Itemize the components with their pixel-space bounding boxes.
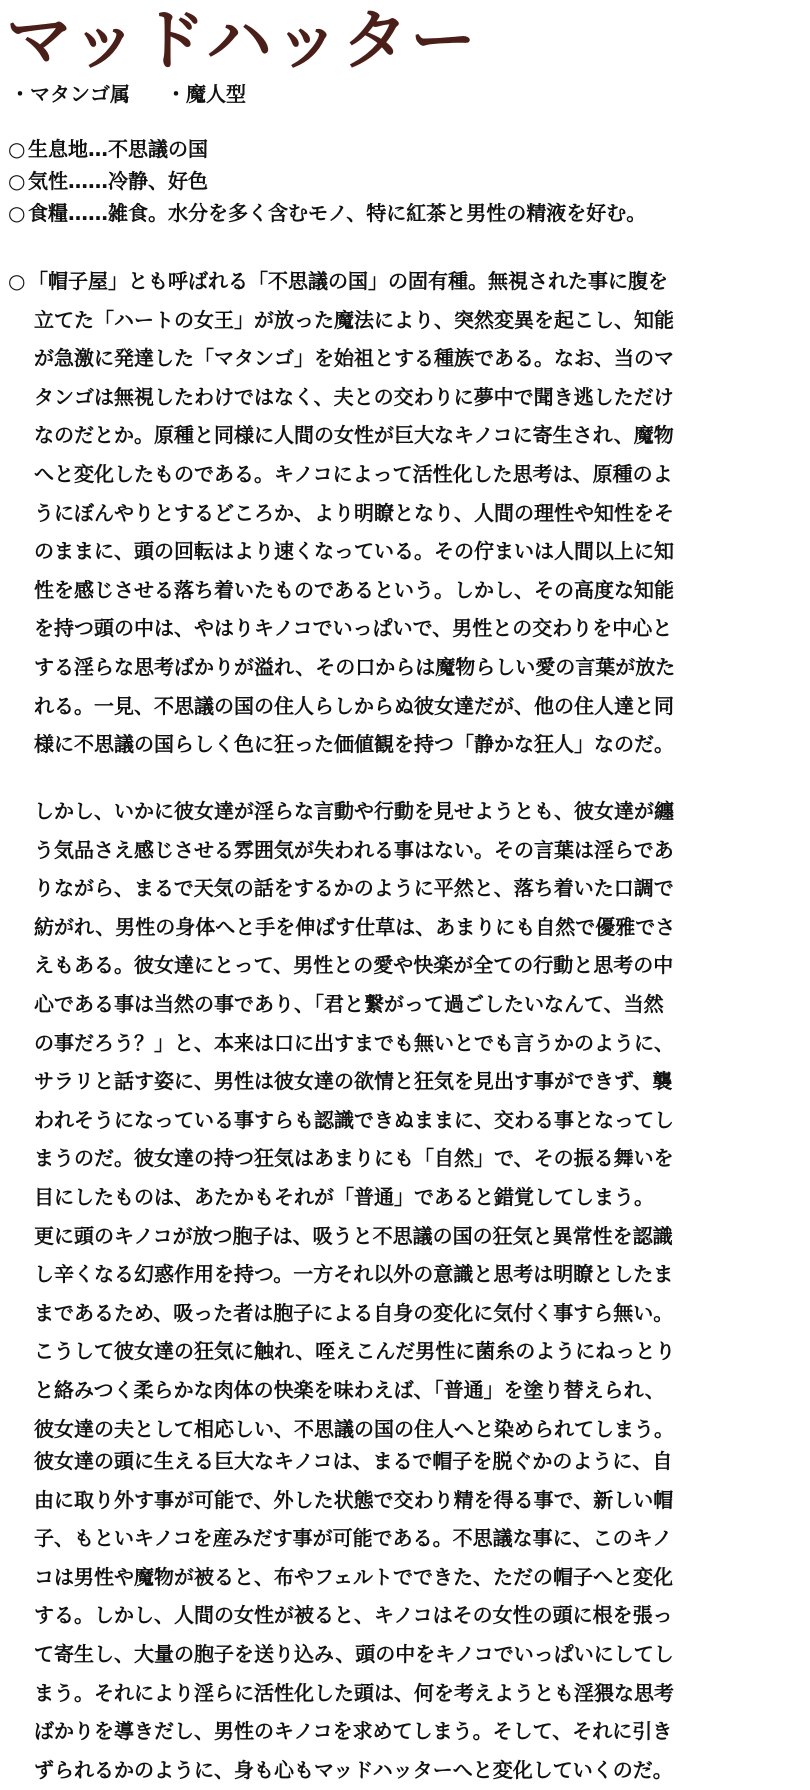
paragraph-line: まうのだ。彼女達の持つ狂気はあまりにも「自然」で、その振る舞いを <box>34 1146 674 1171</box>
fact-diet-text: 食糧……雑食。水分を多く含むモノ、特に紅茶と男性の精液を好む。 <box>28 201 647 225</box>
paragraph-line: の事だろう？」と、本来は口に出すまでも無いとでも言うかのように、 <box>34 1030 674 1055</box>
paragraph-line: 心である事は当然の事であり、「君と繋がって過ごしたいなんて、当然 <box>34 991 664 1016</box>
fact-diet <box>8 198 646 228</box>
paragraph-line: 紡がれ、男性の身体へと手を伸ばす仕草は、あまりにも自然で優雅でさ <box>34 914 676 939</box>
paragraph-line: し辛くなる幻惑作用を持つ。一方それ以外の意識と思考は明瞭としたま <box>34 1262 674 1287</box>
paragraph-line: 性を感じさせる落ち着いたものであるという。しかし、その高度な知能 <box>34 577 674 602</box>
paragraph-line: 目にしたものは、あたかもそれが「普通」であると錯覚してしまう。 <box>34 1184 654 1209</box>
paragraph-line: ○ 「帽子屋」とも呼ばれる「不思議の国」の固有種。無視された事に腹を <box>8 262 798 301</box>
paragraph-line: て寄生し、大量の胞子を送り込み、頭の中をキノコでいっぱいにしてし <box>34 1641 674 1666</box>
paragraph-line: りながら、まるで天気の話をするかのように平然と、落ち着いた口調で <box>34 876 674 901</box>
classification-tags <box>10 80 246 108</box>
paragraph-line: タンゴは無視したわけではなく、夫との交わりに夢中で聞き逃しただけ <box>34 384 674 409</box>
paragraph-line: しかし、いかに彼女達が淫らな言動や行動を見せようとも、彼女達が纏 <box>34 799 674 823</box>
paragraph-line: まであるため、吸った者は胞子による自身の変化に気付く事すら無い。 <box>34 1300 674 1325</box>
paragraph-line: まう。それにより淫らに活性化した頭は、何を考えようとも淫猥な思考 <box>34 1680 674 1705</box>
paragraph-line: 更に頭のキノコが放つ胞子は、吸うと不思議の国の狂気と異常性を認識 <box>34 1223 673 1248</box>
bullet-mark: ○ <box>8 201 26 225</box>
paragraph-line: えもある。彼女達にとって、男性との愛や快楽が全ての行動と思考の中 <box>34 953 674 978</box>
paragraph-mushroom <box>8 1442 798 1789</box>
paragraph-description <box>8 262 798 764</box>
paragraph-line: ずられるかのように、身も心もマッドハッターへと変化していくのだ。 <box>34 1757 673 1782</box>
paragraph-line: サラリと話す姿に、男性は彼女達の欲情と狂気を見出す事ができず、襲 <box>34 1069 673 1094</box>
paragraph-line: が急激に発達した「マタンゴ」を始祖とする種族である。なお、当のマ <box>34 346 674 371</box>
paragraph-line: コは男性や魔物が被ると、布やフェルトでできた、ただの帽子へと変化 <box>34 1564 673 1589</box>
paragraph-line: われそうになっている事すらも認識できぬままに、交わる事となってし <box>34 1107 674 1132</box>
bullet-mark: ○ <box>8 137 26 161</box>
genus-tag: ・マタンゴ属 <box>10 82 130 106</box>
fact-temperament <box>8 166 208 196</box>
paragraph-line: 様に不思議の国らしく色に狂った価値観を持つ「静かな狂人」なのだ。 <box>34 732 674 757</box>
fact-habitat-text: 生息地…不思議の国 <box>28 137 208 161</box>
paragraph-line: 由に取り外す事が可能で、外した状態で交わり精を得る事で、新しい帽 <box>34 1487 674 1512</box>
paragraph-line: 子、もといキノコを産みだす事が可能である。不思議な事に、このキノ <box>34 1526 673 1551</box>
paragraph-line: れる。一見、不思議の国の住人らしからぬ彼女達だが、他の住人達と同 <box>34 693 674 718</box>
paragraph-line: する。しかし、人間の女性が被ると、キノコはその女性の頭に根を張っ <box>34 1603 673 1628</box>
bullet-mark: ○ <box>8 169 26 193</box>
paragraph-line: へと変化したものである。キノコによって活性化した思考は、原種のよ <box>34 461 673 486</box>
bullet-mark: ○ <box>8 269 26 293</box>
fact-temperament-text: 気性……冷静、好色 <box>28 169 208 193</box>
paragraph-line: なのだとか。原種と同様に人間の女性が巨大なキノコに寄生され、魔物 <box>34 423 674 448</box>
paragraph-line: 彼女達の夫として相応しい、不思議の国の住人へと染められてしまう。 <box>34 1416 674 1441</box>
paragraph-line: 彼女達の頭に生える巨大なキノコは、まるで帽子を脱ぐかのように、自 <box>34 1449 673 1473</box>
paragraph-line: 立てた「ハートの女王」が放った魔法により、突然変異を起こし、知能 <box>34 307 674 332</box>
paragraph-line: う気品さえ感じさせる雰囲気が失われる事はない。その言葉は淫らであ <box>34 837 674 862</box>
paragraph-line: する淫らな思考ばかりが溢れ、その口からは魔物らしい愛の言葉が放た <box>34 654 676 679</box>
fact-habitat <box>8 134 208 164</box>
paragraph-line: うにぼんやりとするどころか、より明瞭となり、人間の理性や知性をそ <box>34 500 674 525</box>
paragraph-line: ばかりを導きだし、男性のキノコを求めてしまう。そして、それに引き <box>34 1719 673 1744</box>
paragraph-line: こうして彼女達の狂気に触れ、咥えこんだ男性に菌糸のようにねっとり <box>34 1339 676 1364</box>
paragraph-behavior <box>8 792 798 1448</box>
paragraph-line: のままに、頭の回転はより速くなっている。その佇まいは人間以上に知 <box>34 539 674 564</box>
type-tag: ・魔人型 <box>166 82 246 106</box>
paragraph-line: を持つ頭の中は、やはりキノコでいっぱいで、男性との交わりを中心と <box>34 616 673 641</box>
paragraph-line: と絡みつく柔らかな肉体の快楽を味わえば、「普通」を塗り替えられ、 <box>34 1377 665 1402</box>
page-title: マッドハッター <box>6 2 479 79</box>
